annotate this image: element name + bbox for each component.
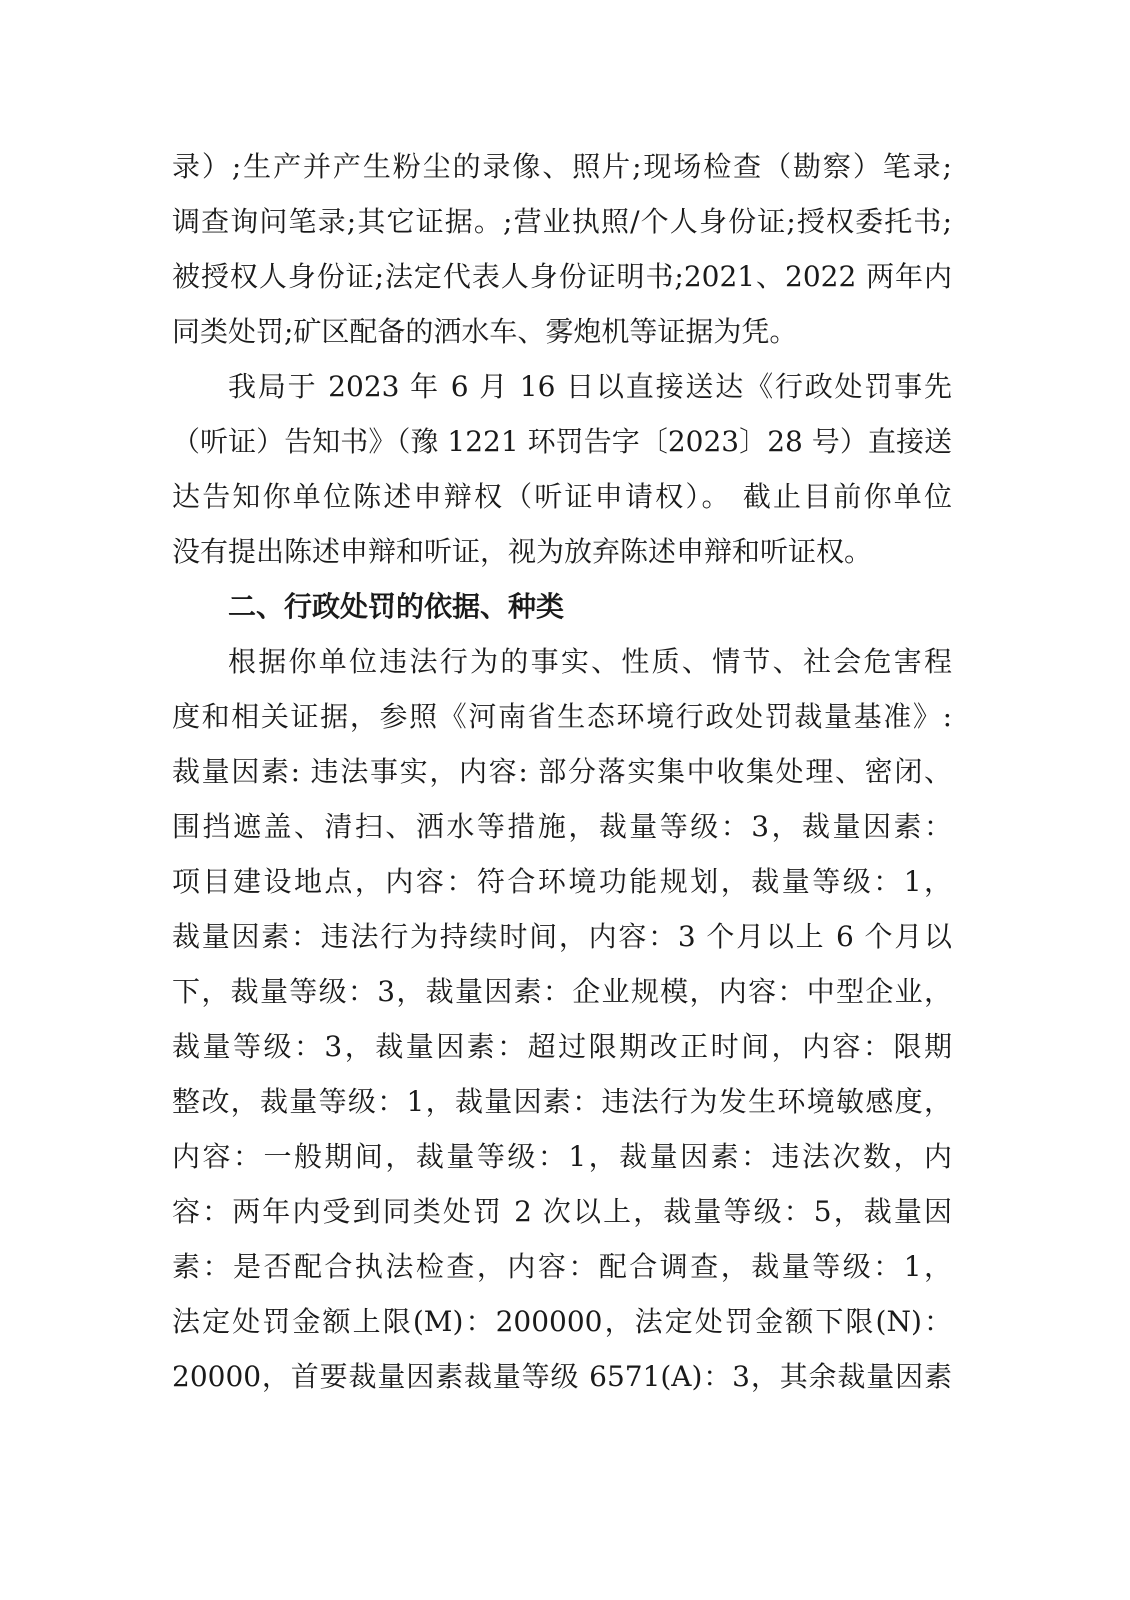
text-line-11: 度和相关证据，参照《河南省生态环境行政处罚裁量基准》: bbox=[172, 700, 952, 733]
text-line-2: 调查询问笔录;其它证据。;营业执照/个人身份证;授权委托书; bbox=[172, 205, 952, 238]
text-line-6: （听证）告知书》（豫 1221 环罚告字〔2023〕28 号）直接送 bbox=[172, 425, 952, 458]
text-line-10: 根据你单位违法行为的事实、性质、情节、社会危害程 bbox=[228, 645, 952, 678]
section-heading: 二、行政处罚的依据、种类 bbox=[228, 590, 565, 623]
text-line-14: 项目建设地点，内容：符合环境功能规划，裁量等级：1， bbox=[172, 865, 952, 898]
text-line-20: 容：两年内受到同类处罚 2 次以上，裁量等级：5，裁量因 bbox=[172, 1195, 952, 1228]
text-line-5: 我局于 2023 年 6 月 16 日以直接送达《行政处罚事先 bbox=[228, 370, 952, 403]
text-line-13: 围挡遮盖、清扫、洒水等措施，裁量等级：3，裁量因素： bbox=[172, 810, 952, 843]
text-line-16: 下，裁量等级：3，裁量因素：企业规模，内容：中型企业， bbox=[172, 975, 952, 1008]
text-line-21: 素：是否配合执法检查，内容：配合调查，裁量等级：1， bbox=[172, 1250, 952, 1283]
text-line-3: 被授权人身份证;法定代表人身份证明书;2021、2022 两年内 bbox=[172, 260, 952, 293]
text-line-8: 没有提出陈述申辩和听证，视为放弃陈述申辩和听证权。 bbox=[172, 535, 873, 568]
text-line-17: 裁量等级：3，裁量因素：超过限期改正时间，内容：限期 bbox=[172, 1030, 952, 1063]
text-line-18: 整改，裁量等级：1，裁量因素：违法行为发生环境敏感度， bbox=[172, 1085, 952, 1118]
text-line-15: 裁量因素：违法行为持续时间，内容：3 个月以上 6 个月以 bbox=[172, 920, 952, 953]
text-line-23: 20000，首要裁量因素裁量等级 6571(A)：3，其余裁量因素 bbox=[172, 1360, 952, 1393]
text-line-1: 录）;生产并产生粉尘的录像、照片;现场检查（勘察）笔录; bbox=[172, 150, 952, 183]
text-line-22: 法定处罚金额上限(M)：200000，法定处罚金额下限(N)： bbox=[172, 1305, 952, 1338]
text-line-12: 裁量因素: 违法事实，内容: 部分落实集中收集处理、密闭、 bbox=[172, 755, 952, 788]
text-line-4: 同类处罚;矿区配备的洒水车、雾炮机等证据为凭。 bbox=[172, 315, 798, 348]
text-line-19: 内容：一般期间，裁量等级：1，裁量因素：违法次数，内 bbox=[172, 1140, 952, 1173]
text-line-7: 达告知你单位陈述申辩权（听证申请权）。 截止目前你单位 bbox=[172, 480, 952, 513]
